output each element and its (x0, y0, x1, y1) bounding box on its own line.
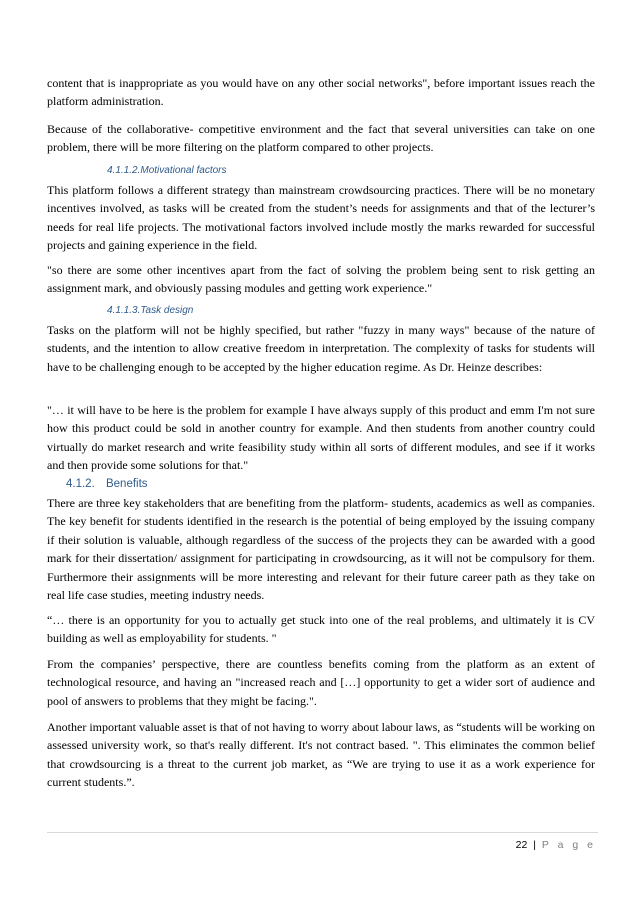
paragraph-1: content that is inappropriate as you would have on any other social networks", before important issues reach the platform administration. (47, 76, 595, 109)
paragraph-8: “… there is an opportunity for you to actually get stuck into one of the real problems, and ultimately it is CV building as well as employability for students. " (47, 613, 595, 646)
heading-benefits (66, 478, 148, 490)
paragraph-2: Because of the collaborative- competitive environment and the fact that several universities can take on one problem, there will be more filtering on the platform compared to other projects. (47, 122, 595, 155)
page-label: P a g e (541, 839, 596, 851)
paragraph-10: Another important valuable asset is that of not having to worry about labour laws, as “students will be working on assessed university work, so that's really different. It's not contract based. ". This eliminates the common belief that crowdsourcing is a threat to the current job market, as “We are trying to use it as a work experience for current students.”. (47, 720, 595, 790)
paragraph-5: Tasks on the platform will not be highly specified, but rather "fuzzy in many ways" because of the nature of students, and the intention to allow creative freedom in interpretation. The complexity of tasks for students will have to be challenging enough to be accepted by the higher education regime. As Dr. Heinze describes: (47, 323, 595, 374)
paragraph-3: This platform follows a different strategy than mainstream crowdsourcing practices. There will be no monetary incentives involved, as tasks will be created from the student’s needs for assignments and that of the lecturer’s needs for real life projects. The motivational factors involved include mostly the marks rewarded for successful projects and gaining experience in the field. (47, 183, 595, 253)
paragraph-7: There are three key stakeholders that are benefiting from the platform- students, academics as well as companies. The key benefit for students identified in the research is the potential of being employed by the issuing company if their solution is valuable, although regardless of the success of the projects they can be awarded with a good mark for their dissertation/ assignment for participating in crowdsourcing, as it will not be compulsory for them. Furthermore their assignments will be more interesting and relevant for their future career path as they take on real life case studies, meeting industry needs. (47, 496, 595, 603)
heading-motivational-factors: 4.1.1.2.Motivational factors (107, 165, 227, 176)
footer-separator: | (533, 839, 536, 851)
page-number: 22 (515, 839, 528, 851)
footer-divider (47, 832, 598, 833)
paragraph-4: "so there are some other incentives apart from the fact of solving the problem being sent to risk getting an assignment mark, and obviously passing modules and getting work experience." (47, 263, 595, 296)
heading-benefits-title: Benefits (105, 478, 148, 490)
paragraph-9: From the companies’ perspective, there are countless benefits coming from the platform as an extent of technological resource, and having an "increased reach and […] opportunity to get a wider sort of audience and pool of answers to problems that they might be facing.". (47, 657, 595, 708)
heading-benefits-number: 4.1.2. (66, 478, 95, 490)
page-footer (516, 839, 596, 851)
paragraph-6: "… it will have to be here is the problem for example I have always supply of this product and emm I'm not sure how this product could be sold in another country for example. And then students from another country could virtually do market research and write feasibility study within all sorts of different modules, and see if it works and then provide some solutions for that." (47, 403, 595, 473)
heading-task-design: 4.1.1.3.Task design (107, 305, 194, 316)
